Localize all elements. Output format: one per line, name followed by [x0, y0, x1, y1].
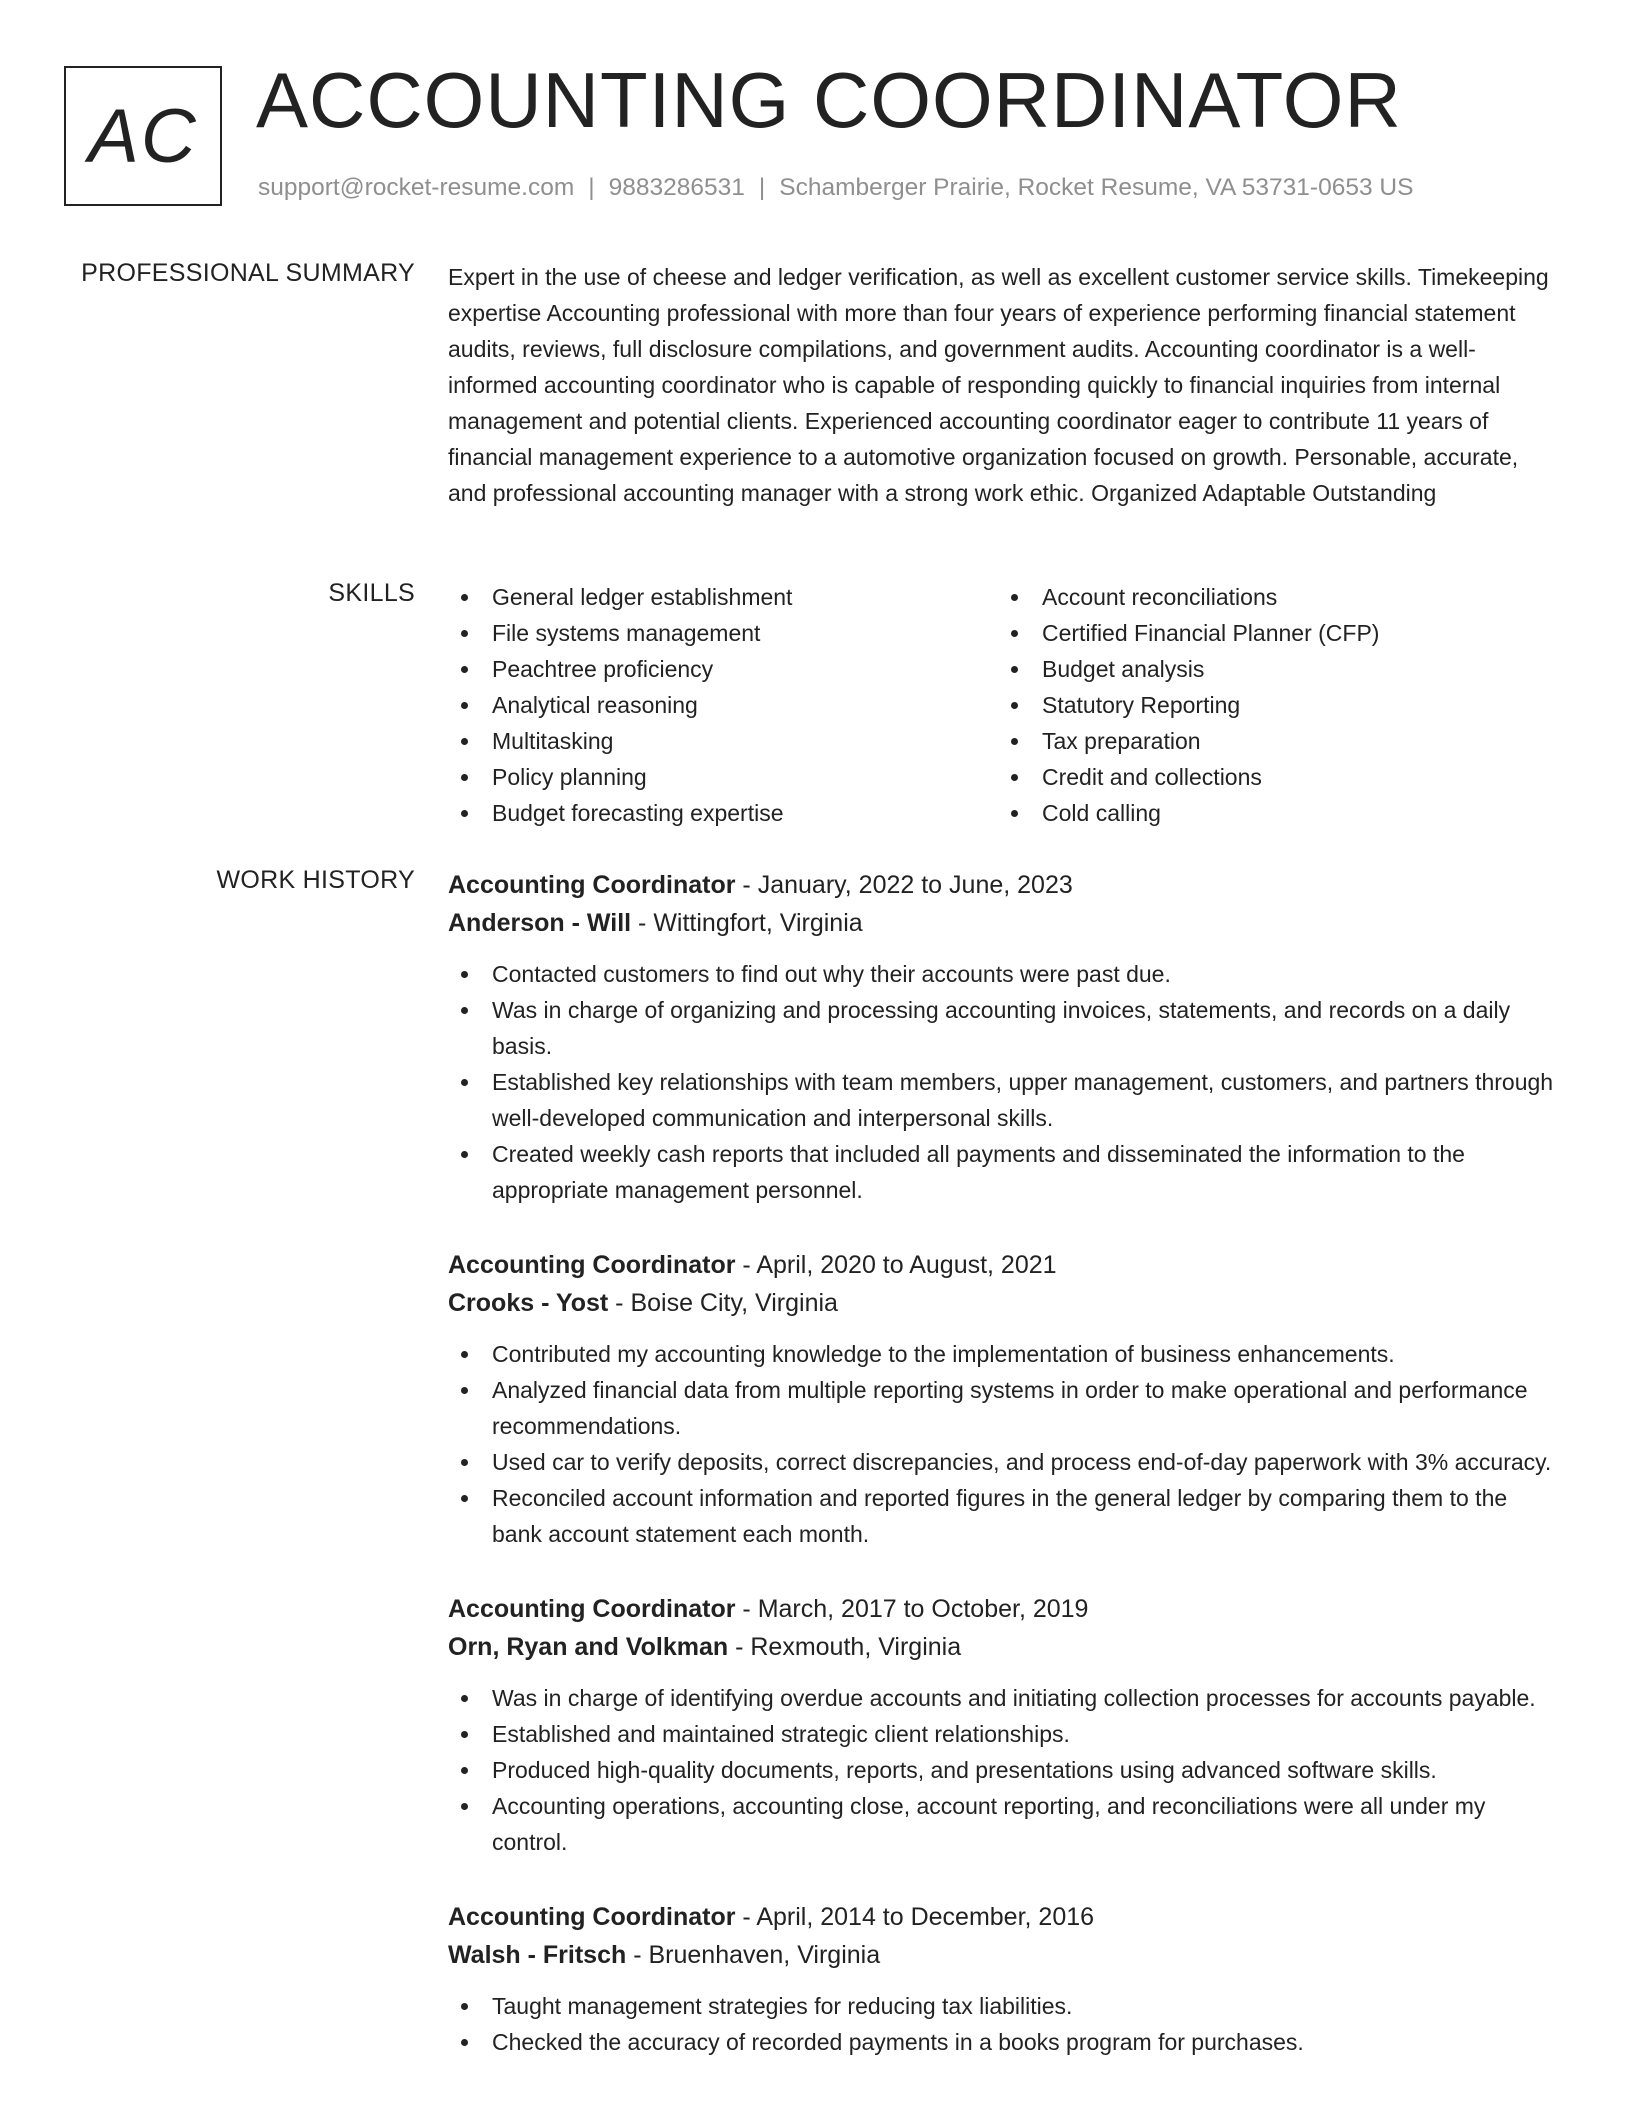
skill-item: Account reconciliations	[998, 579, 1548, 615]
job-company: Anderson - Will	[448, 909, 632, 937]
job-title-line	[448, 1246, 1558, 1284]
job-location: Wittingfort, Virginia	[653, 909, 863, 937]
job-bullet: Was in charge of organizing and processing accounting invoices, statements, and records on a daily basis.	[448, 992, 1558, 1064]
job-bullet: Contributed my accounting knowledge to the implementation of business enhancements.	[448, 1336, 1558, 1372]
job-company: Orn, Ryan and Volkman	[448, 1633, 729, 1661]
dash-separator: -	[728, 1633, 751, 1661]
skills-body	[448, 579, 1558, 831]
work-history-body	[448, 866, 1558, 2098]
contact-line	[258, 174, 1413, 202]
job-dates: April, 2020 to August, 2021	[756, 1251, 1057, 1279]
contact-phone[interactable]: 9883286531	[608, 174, 745, 201]
job-role: Accounting Coordinator	[448, 1903, 736, 1931]
job-entry	[448, 1590, 1558, 1860]
job-title-line	[448, 866, 1558, 904]
skill-item: Budget forecasting expertise	[448, 795, 998, 831]
monogram-initials: AC	[88, 93, 198, 179]
dash-separator: -	[735, 1251, 757, 1279]
contact-separator: |	[588, 174, 595, 201]
skill-item: Multitasking	[448, 723, 998, 759]
job-bullet: Taught management strategies for reducing tax liabilities.	[448, 1988, 1558, 2024]
skill-item: File systems management	[448, 615, 998, 651]
summary-text: Expert in the use of cheese and ledger verification, as well as excellent customer service skills. Timekeeping expertise Accounting professional with more than four years of experience performing financial statement audits, reviews, full disclosure compilations, and government audits. Accounting coordinator is a well-informed accounting coordinator who is capable of responding quickly to financial inquiries from internal management and potential clients. Experienced accounting coordinator eager to contribute 11 years of financial management experience to a automotive organization focused on growth. Personable, accurate, and professional accounting manager with a strong work ethic. Organized Adaptable Outstanding	[448, 264, 1549, 506]
job-bullet: Established key relationships with team members, upper management, customers, and partners through well-developed communication and interpersonal skills.	[448, 1064, 1558, 1136]
job-company-line	[448, 1936, 1558, 1974]
section-title-summary: PROFESSIONAL SUMMARY	[81, 259, 415, 287]
skill-item: General ledger establishment	[448, 579, 998, 615]
job-entry	[448, 1246, 1558, 1552]
job-bullet: Checked the accuracy of recorded payments in a books program for purchases.	[448, 2024, 1558, 2060]
contact-address: Schamberger Prairie, Rocket Resume, VA 53731-0653 US	[779, 174, 1414, 201]
monogram-box	[64, 66, 222, 206]
contact-email[interactable]: support@rocket-resume.com	[258, 174, 575, 201]
job-bullet: Was in charge of identifying overdue accounts and initiating collection processes for accounts payable.	[448, 1680, 1558, 1716]
dash-separator: -	[626, 1941, 649, 1969]
skill-item: Certified Financial Planner (CFP)	[998, 615, 1548, 651]
dash-separator: -	[735, 1595, 758, 1623]
job-company-line	[448, 904, 1558, 942]
dash-separator: -	[608, 1289, 631, 1317]
section-title-skills: SKILLS	[328, 579, 415, 607]
resume-title: ACCOUNTING COORDINATOR	[256, 56, 1402, 144]
skill-item: Budget analysis	[998, 651, 1548, 687]
job-bullet: Analyzed financial data from multiple reporting systems in order to make operational and performance recommendations.	[448, 1372, 1558, 1444]
job-role: Accounting Coordinator	[448, 1595, 736, 1623]
job-role: Accounting Coordinator	[448, 1251, 736, 1279]
skill-item: Cold calling	[998, 795, 1548, 831]
job-bullet: Produced high-quality documents, reports, and presentations using advanced software skills.	[448, 1752, 1558, 1788]
job-bullets	[448, 1680, 1558, 1860]
skill-item: Statutory Reporting	[998, 687, 1548, 723]
job-company-line	[448, 1628, 1558, 1666]
job-location: Bruenhaven, Virginia	[648, 1941, 881, 1969]
skill-item: Tax preparation	[998, 723, 1548, 759]
job-company-line	[448, 1284, 1558, 1322]
job-title-line	[448, 1590, 1558, 1628]
job-role: Accounting Coordinator	[448, 871, 736, 899]
skills-list-right	[998, 579, 1548, 831]
skills-list-left	[448, 579, 998, 831]
job-entry	[448, 1898, 1558, 2060]
job-entry	[448, 866, 1558, 1208]
dash-separator: -	[735, 871, 758, 899]
job-bullets	[448, 1336, 1558, 1552]
job-dates: March, 2017 to October, 2019	[757, 1595, 1089, 1623]
job-bullet: Created weekly cash reports that included all payments and disseminated the information to the appropriate management personnel.	[448, 1136, 1558, 1208]
skill-item: Policy planning	[448, 759, 998, 795]
job-bullets	[448, 956, 1558, 1208]
job-location: Boise City, Virginia	[630, 1289, 838, 1317]
section-title-work-history: WORK HISTORY	[216, 866, 415, 894]
job-bullets	[448, 1988, 1558, 2060]
summary-body	[448, 259, 1558, 511]
job-location: Rexmouth, Virginia	[750, 1633, 962, 1661]
job-dates: January, 2022 to June, 2023	[757, 871, 1073, 899]
dash-separator: -	[631, 909, 654, 937]
job-bullet: Used car to verify deposits, correct discrepancies, and process end-of-day paperwork with 3% accuracy.	[448, 1444, 1558, 1480]
skill-item: Peachtree proficiency	[448, 651, 998, 687]
skill-item: Credit and collections	[998, 759, 1548, 795]
skill-item: Analytical reasoning	[448, 687, 998, 723]
contact-separator: |	[758, 174, 766, 201]
job-company: Walsh - Fritsch	[448, 1941, 627, 1969]
dash-separator: -	[735, 1903, 757, 1931]
job-bullet: Established and maintained strategic client relationships.	[448, 1716, 1558, 1752]
job-company: Crooks - Yost	[448, 1289, 609, 1317]
job-dates: April, 2014 to December, 2016	[756, 1903, 1095, 1931]
job-bullet: Reconciled account information and reported figures in the general ledger by comparing them to the bank account statement each month.	[448, 1480, 1558, 1552]
job-bullet: Accounting operations, accounting close, account reporting, and reconciliations were all under my control.	[448, 1788, 1558, 1860]
job-bullet: Contacted customers to find out why their accounts were past due.	[448, 956, 1558, 992]
job-title-line	[448, 1898, 1558, 1936]
